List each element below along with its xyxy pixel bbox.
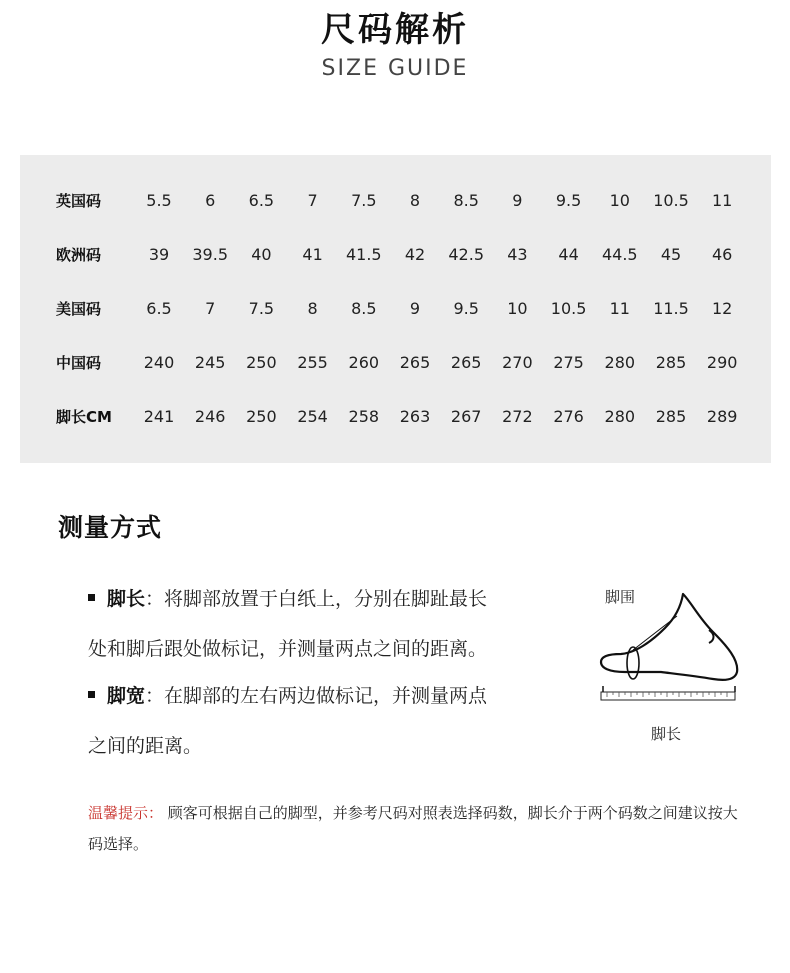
row-label: 欧洲码 [56, 246, 102, 264]
foot-length-line-1 [88, 584, 487, 614]
row-label: 英国码 [56, 192, 102, 210]
table-cell: 6.5 [146, 299, 172, 318]
table-cell: 9.5 [555, 191, 582, 210]
table-row [20, 348, 771, 378]
table-cell: 270 [502, 353, 533, 372]
table-cell: 265 [399, 353, 431, 372]
tip-notice [88, 798, 738, 860]
table-cell: 11.5 [653, 299, 689, 318]
table-cell: 12 [712, 299, 733, 318]
table-cell: 8 [409, 191, 421, 210]
table-cell: 9 [512, 191, 523, 210]
table-cell: 7 [307, 191, 318, 210]
foot-width-desc-1: ：在脚部的左右两边做标记，并测量两点 [145, 685, 488, 707]
table-cell: 289 [706, 407, 738, 426]
table-cell: 10.5 [550, 299, 587, 318]
table-cell: 250 [246, 407, 277, 426]
table-cell: 267 [450, 407, 482, 426]
table-cell: 10 [609, 191, 630, 210]
table-cell: 11 [712, 191, 733, 210]
foot-illustration-icon [595, 580, 745, 715]
table-cell: 258 [348, 407, 380, 426]
foot-length-desc-1: ：将脚部放置于白纸上，分别在脚趾最长 [145, 588, 488, 610]
table-cell: 40 [251, 245, 272, 264]
table-row [20, 240, 771, 270]
table-cell: 263 [399, 407, 431, 426]
table-cell: 11 [609, 299, 630, 318]
size-chart-table [20, 155, 771, 463]
bullet-icon [88, 594, 95, 601]
table-cell: 6.5 [248, 191, 275, 210]
foot-width-desc-2: 之间的距离。 [88, 735, 203, 757]
foot-width-line-1 [88, 681, 487, 711]
page-subtitle: SIZE GUIDE [321, 56, 469, 81]
table-cell: 44 [558, 245, 579, 264]
table-cell: 246 [194, 407, 226, 426]
measurement-title: 测量方式 [58, 513, 163, 542]
table-row [20, 294, 771, 324]
table-cell: 46 [712, 245, 733, 264]
table-cell: 41.5 [345, 245, 382, 264]
tip-label: 温馨提示： [88, 804, 164, 822]
length-label: 脚长 [651, 725, 682, 743]
table-cell: 290 [706, 353, 738, 372]
bullet-icon [88, 691, 95, 698]
table-cell: 8.5 [453, 191, 479, 210]
table-cell: 255 [297, 353, 328, 372]
table-cell: 7 [205, 299, 216, 318]
foot-diagram [595, 580, 745, 750]
table-cell: 43 [507, 245, 528, 264]
table-cell: 6 [205, 191, 216, 210]
table-cell: 41 [302, 245, 323, 264]
table-cell: 280 [604, 353, 636, 372]
table-cell: 240 [143, 353, 175, 372]
foot-width-term: 脚宽 [107, 685, 146, 707]
table-cell: 250 [246, 353, 277, 372]
table-cell: 245 [194, 353, 226, 372]
foot-length-term: 脚长 [107, 588, 146, 610]
table-cell: 5.5 [146, 191, 172, 210]
table-cell: 272 [502, 407, 533, 426]
table-cell: 7.5 [248, 299, 275, 318]
table-cell: 44.5 [601, 245, 638, 264]
table-cell: 39.5 [192, 245, 228, 264]
circumference-label: 脚围 [605, 588, 636, 606]
table-cell: 45 [660, 245, 682, 264]
table-row [20, 402, 771, 432]
table-cell: 285 [655, 353, 687, 372]
table-cell: 10 [507, 299, 528, 318]
table-cell: 42 [404, 245, 426, 264]
tip-text: 顾客可根据自己的脚型，并参考尺码对照表选择码数，脚长介于两个码数之间建议按大码选择。 [88, 804, 738, 853]
table-row [20, 186, 771, 216]
table-cell: 241 [143, 407, 175, 426]
table-cell: 9 [409, 299, 421, 318]
table-cell: 276 [553, 407, 584, 426]
row-label: 中国码 [56, 354, 102, 372]
table-cell: 8.5 [351, 299, 377, 318]
table-cell: 275 [553, 353, 584, 372]
page-title: 尺码解析 [321, 10, 469, 50]
table-cell: 8 [307, 299, 318, 318]
table-cell: 260 [348, 353, 380, 372]
foot-length-desc-2: 处和脚后跟处做标记，并测量两点之间的距离。 [88, 638, 488, 660]
table-cell: 280 [604, 407, 636, 426]
table-cell: 285 [655, 407, 687, 426]
table-cell: 9.5 [453, 299, 479, 318]
table-cell: 10.5 [653, 191, 689, 210]
row-label: 脚长CM [56, 408, 112, 426]
table-cell: 265 [450, 353, 482, 372]
table-cell: 7.5 [351, 191, 377, 210]
table-cell: 42.5 [448, 245, 484, 264]
row-label: 美国码 [56, 300, 102, 318]
table-cell: 254 [297, 407, 328, 426]
table-cell: 39 [148, 245, 170, 264]
